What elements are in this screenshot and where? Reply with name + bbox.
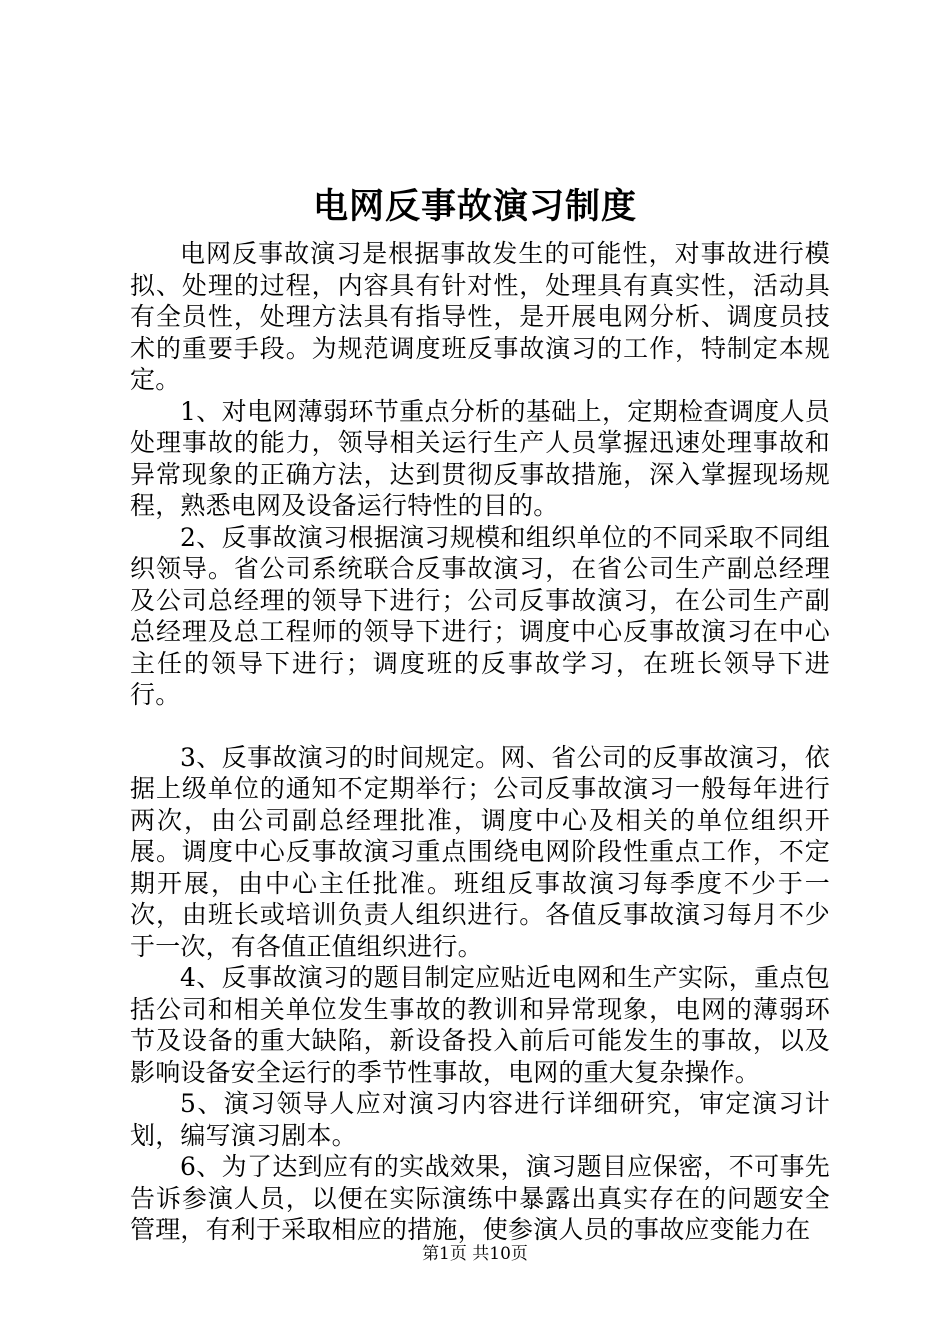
- paragraph-item-1: 1、对电网薄弱环节重点分析的基础上，定期检查调度人员处理事故的能力，领导相关运行生产人员掌握迅速处理事故和异常现象的正确方法，达到贯彻反事故措施，深入掌握现场规程，熟悉电网及设备运行特性的目的。: [130, 396, 830, 520]
- paragraph-item-4: 4、反事故演习的题目制定应贴近电网和生产实际，重点包括公司和相关单位发生事故的教训和异常现象，电网的薄弱环节及设备的重大缺陷，新设备投入前后可能发生的事故，以及影响设备安全运行的季节性事故，电网的重大复杂操作。: [130, 963, 830, 1087]
- paragraph-item-2: 2、反事故演习根据演习规模和组织单位的不同采取不同组织领导。省公司系统联合反事故演习，在省公司生产副总经理及公司总经理的领导下进行；公司反事故演习，在公司生产副总经理及总工程师的领导下进行；调度中心反事故演习在中心主任的领导下进行；调度班的反事故学习，在班长领导下进行。: [130, 522, 830, 709]
- page-number-footer: 第1页 共10页: [422, 1244, 528, 1264]
- paragraph-item-3: 3、反事故演习的时间规定。网、省公司的反事故演习，依据上级单位的通知不定期举行；公司反事故演习一般每年进行两次，由公司副总经理批准，调度中心及相关的单位组织开展。调度中心反事故演习重点围绕电网阶段性重点工作，不定期开展，由中心主任批准。班组反事故演习每季度不少于一次，由班长或培训负责人组织进行。各值反事故演习每月不少于一次，有各值正值组织进行。: [130, 742, 830, 961]
- paragraph-item-6: 6、为了达到应有的实战效果，演习题目应保密，不可事先告诉参演人员，以便在实际演练中暴露出真实存在的问题安全管理，有利于采取相应的措施，使参演人员的事故应变能力在: [130, 1152, 830, 1244]
- paragraph-intro: 电网反事故演习是根据事故发生的可能性，对事故进行模拟、处理的过程，内容具有针对性，处理具有真实性，活动具有全员性，处理方法具有指导性，是开展电网分析、调度员技术的重要手段。为规范调度班反事故演习的工作，特制定本规定。: [130, 239, 830, 394]
- document-title: 电网反事故演习制度: [312, 186, 637, 227]
- document-body: [130, 238, 830, 1246]
- paragraph-item-5: 5、演习领导人应对演习内容进行详细研究，审定演习计划，编写演习剧本。: [130, 1089, 830, 1150]
